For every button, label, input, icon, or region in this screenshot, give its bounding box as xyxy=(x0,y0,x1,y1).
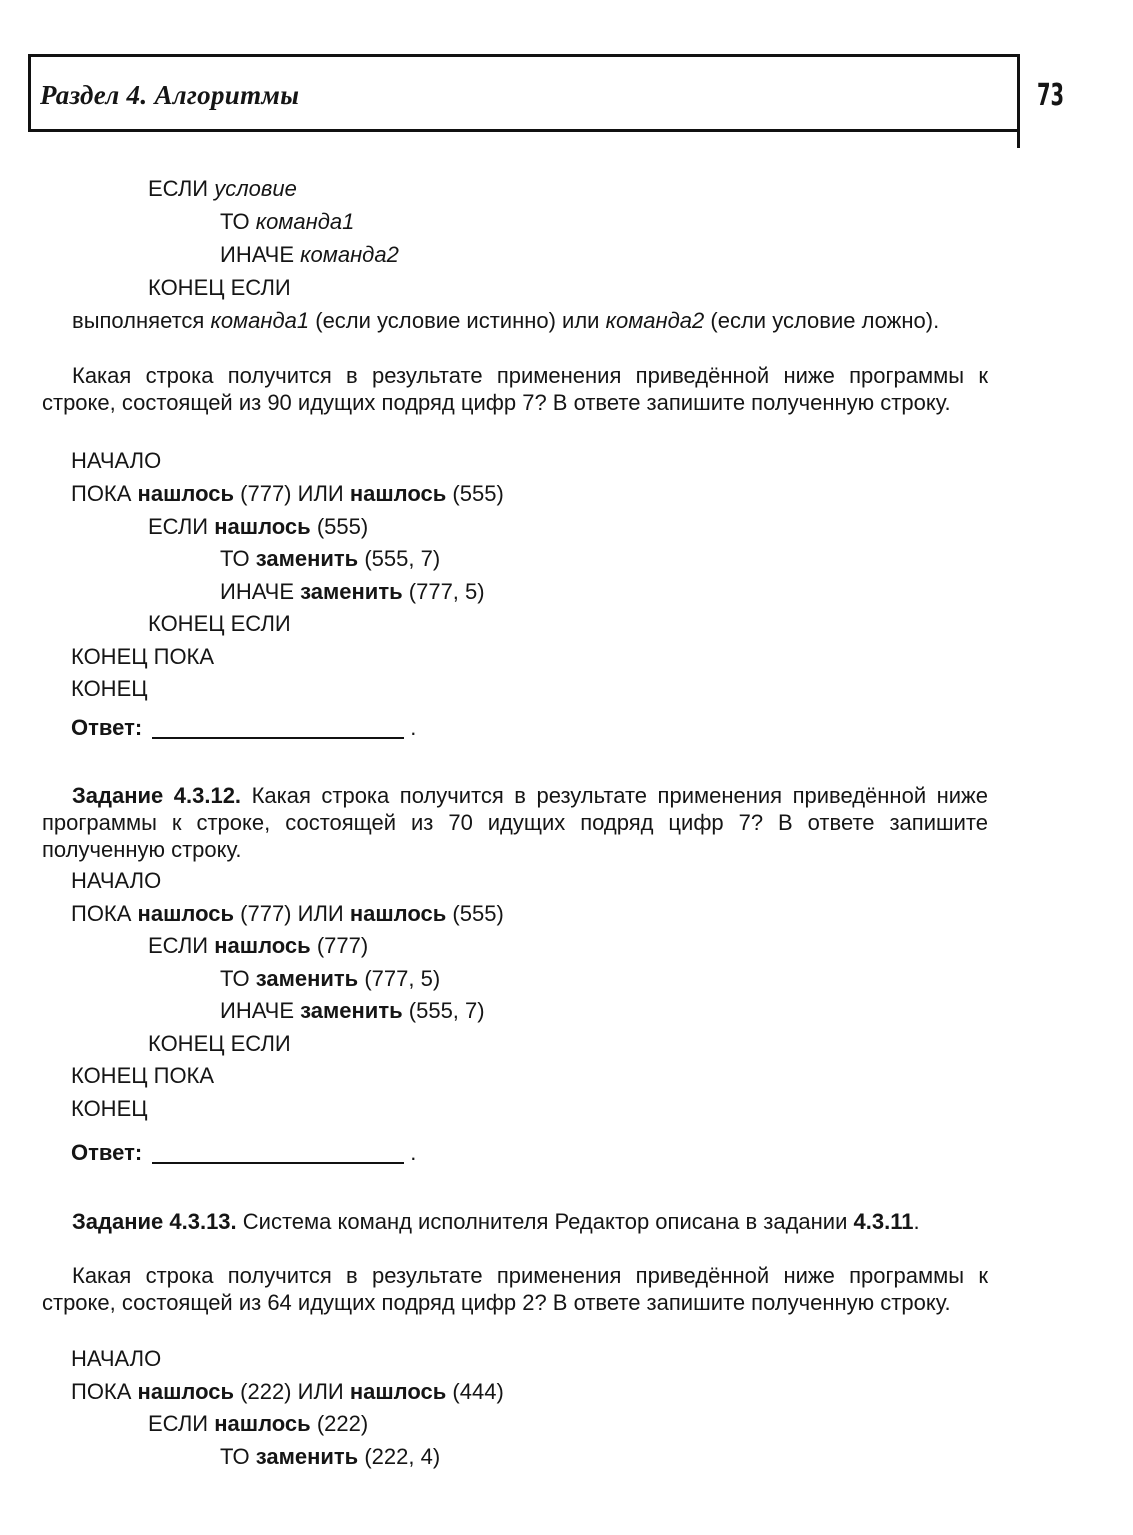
header-frame-tick xyxy=(1017,130,1020,148)
q11-answer-row: Ответ: . xyxy=(71,715,417,740)
syntax-endif-line: КОНЕЦ ЕСЛИ xyxy=(148,275,291,300)
prog11-while: ПОКА нашлось (777) ИЛИ нашлось (555) xyxy=(71,481,504,506)
prog12-begin: НАЧАЛО xyxy=(71,868,162,893)
prog13-while: ПОКА нашлось (222) ИЛИ нашлось (444) xyxy=(71,1379,504,1404)
prog12-endwhile: КОНЕЦ ПОКА xyxy=(71,1063,215,1088)
prog13-begin: НАЧАЛО xyxy=(71,1346,162,1371)
page-number: 73 xyxy=(1037,78,1065,113)
prog11-else: ИНАЧЕ заменить (777, 5) xyxy=(220,579,485,604)
prog13-if: ЕСЛИ нашлось (222) xyxy=(148,1411,369,1436)
section-title: Раздел 4. Алгоритмы xyxy=(40,80,300,110)
prog11-begin: НАЧАЛО xyxy=(71,448,162,473)
prog12-else: ИНАЧЕ заменить (555, 7) xyxy=(220,998,485,1023)
task13-label: Задание 4.3.13. xyxy=(72,1209,237,1234)
prog13-then: ТО заменить (222, 4) xyxy=(220,1444,441,1469)
task12-label: Задание 4.3.12. xyxy=(72,783,242,808)
prog12-then: ТО заменить (777, 5) xyxy=(220,966,441,991)
syntax-then-line: ТО команда1 xyxy=(220,209,355,234)
prog11-endwhile: КОНЕЦ ПОКА xyxy=(71,644,215,669)
prog11-if: ЕСЛИ нашлось (555) xyxy=(148,514,369,539)
prog12-if: ЕСЛИ нашлось (777) xyxy=(148,933,369,958)
q12-answer-blank[interactable] xyxy=(152,1161,404,1164)
prog12-while: ПОКА нашлось (777) ИЛИ нашлось (555) xyxy=(71,901,504,926)
prog12-endif: КОНЕЦ ЕСЛИ xyxy=(148,1031,291,1056)
syntax-if-line: ЕСЛИ условие xyxy=(148,176,297,201)
task13-question: Какая строка получится в результате применения приведённой ниже программы к строке, состоящей из 64 идущих подряд цифр 2? В ответе запишите полученную строку. xyxy=(42,1263,988,1315)
task13-paragraph: Задание 4.3.13. Система команд исполнителя Редактор описана в задании 4.3.11. xyxy=(72,1209,920,1234)
prog11-endif: КОНЕЦ ЕСЛИ xyxy=(148,611,291,636)
task12-paragraph: Задание 4.3.12. Какая строка получится в результате применения приведённой ниже программы к строке, состоящей из 70 идущих подряд цифр 7? В ответе запишите полученную строку. xyxy=(42,783,989,862)
explanation-paragraph: выполняется команда1 (если условие истинно) или команда2 (если условие ложно). xyxy=(72,308,940,333)
q11-question: Какая строка получится в результате применения приведённой ниже программы к строке, состоящей из 90 идущих подряд цифр 7? В ответе запишите полученную строку. xyxy=(42,363,988,415)
q12-answer-row: Ответ: . xyxy=(71,1140,417,1165)
q11-answer-blank[interactable] xyxy=(152,736,404,739)
prog12-end: КОНЕЦ xyxy=(71,1096,148,1121)
prog11-then: ТО заменить (555, 7) xyxy=(220,546,441,571)
syntax-else-line: ИНАЧЕ команда2 xyxy=(220,242,399,267)
prog11-end: КОНЕЦ xyxy=(71,676,148,701)
task13-ref: 4.3.11 xyxy=(853,1209,914,1234)
